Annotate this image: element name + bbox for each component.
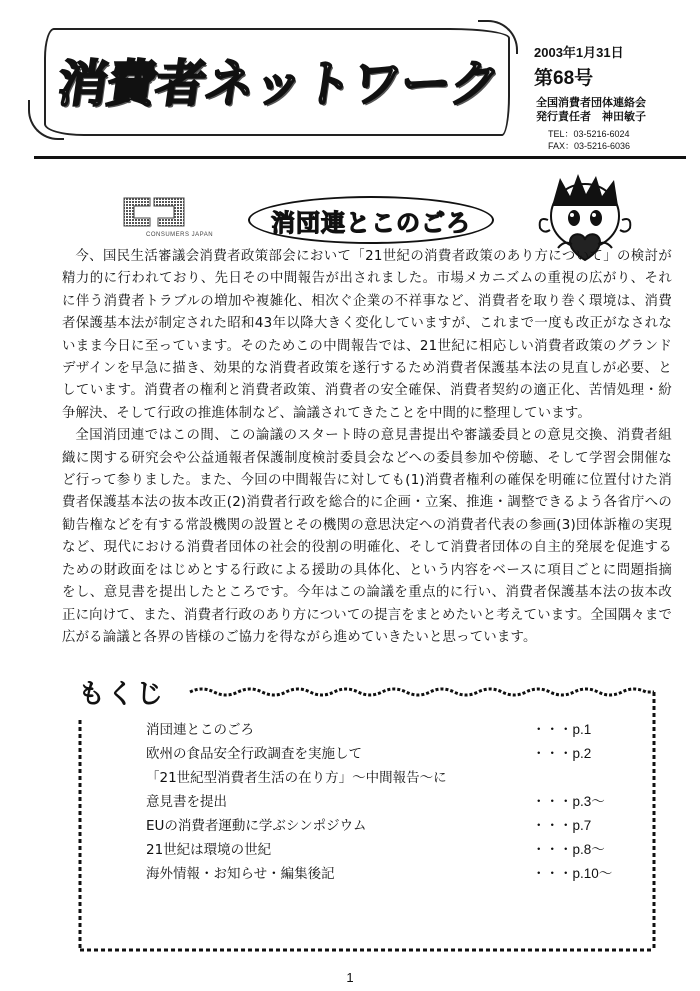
toc-item-page: ・・・p.1 [532,722,592,737]
issue-info [534,42,684,90]
toc-list [146,718,636,886]
toc-item-title: 21世紀は環境の世紀 [146,842,272,858]
toc-item-page: ・・・p.8～ [532,842,605,857]
cj-logo-icon [120,192,190,232]
toc-item[interactable] [146,742,636,766]
organization-name: 全国消費者団体連絡会 [536,97,646,109]
tel-number: TEL：03-5216-6024 [548,129,630,139]
issue-number: 第68号 [534,68,594,89]
toc-item[interactable] [146,814,636,838]
toc-item-title: 欧州の食品安全行政調査を実施して [146,746,362,762]
publisher-block [536,96,686,124]
toc-item[interactable] [146,838,636,862]
toc-item[interactable] [146,862,636,886]
toc-item-page: ・・・p.3～ [532,794,605,809]
toc-item-title: 「21世紀型消費者生活の在り方」～中間報告～に [146,770,447,786]
cj-logo-caption: CONSUMERS JAPAN [146,232,214,238]
toc-item-title: EUの消費者運動に学ぶシンポジウム [146,818,367,834]
toc-item-title: 消団連とこのごろ [146,722,254,738]
toc-item-page: ・・・p.2 [532,746,592,761]
contact-block [548,128,688,152]
article-body [62,246,672,649]
toc-item-title: 海外情報・お知らせ・編集後記 [146,866,335,882]
masthead-banner [44,28,510,136]
article-paragraph: 今、国民生活審議会消費者政策部会において「21世紀の消費者政策のあり方について」の検討が精力的に行われており、先日その中間報告が出されました。市場メカニズムの重視の広がり、それに伴う消費者トラブルの増加や複雑化、相次ぐ企業の不祥事など、消費者を取り巻く環境は、消費者保護基本法が制定された昭和43年以降大きく変化していますが、これまで一度も改正がなされないまま今日に至っています。そのためこの中間報告では、21世紀に相応しい消費者政策のグランドデザインを早急に描き、効果的な消費者政策を遂行するため消費者保護基本法の見直しが必要、としています。消費者の権利と消費者政策、消費者の安全確保、消費者契約の適正化、苦情処理・紛争解決、そして行政の推進体制など、論議されてきたことを中間的に整理しています。 [62,249,672,421]
toc-item-page: ・・・p.10～ [532,866,613,881]
toc-item-page: ・・・p.7 [532,818,592,833]
section-heading: 消団連とこのごろ [248,196,494,244]
toc-item[interactable] [146,790,636,814]
issue-date: 2003年1月31日 [534,45,624,60]
publisher-name: 発行責任者 神田敏子 [536,111,646,123]
toc-item[interactable] [146,718,636,742]
toc-heading: もくじ [78,679,165,710]
toc-item[interactable] [146,766,636,790]
page-number: 1 [346,970,354,985]
fax-number: FAX：03-5216-6036 [548,141,631,151]
newsletter-title: 消費者ネットワーク [53,55,504,113]
toc-item-title: 意見書を提出 [146,794,227,810]
article-paragraph: 全国消団連ではこの間、この論議のスタート時の意見書提出や審議委員との意見交換、消費者組織に関する研究会や公益通報者保護制度検討委員会などへの委員参加や傍聴、そして学習会開催など行って参りました。また、今回の中間報告に対しても(1)消費者権利の確保を明確に位置付けた消費者保護基本法の抜本改正(2)消費者行政を総合的に企画・立案、推進・調整できるよう各省庁への勧告権などを有する常設機関の設置とその機関の意思決定への消費者代表の参画(3)団体訴権の実現など、現代における消費者団体の社会的役割の明確化、そして消費者団体の自主的発展を促進するための財政面をはじめとする行政による援助の具体化、という内容をベースに項目ごとに問題指摘をし、意見書を提出したところです。今年はこの論議を重点的に行い、消費者保護基本法の抜本改正に向けて、また、消費者行政のあり方についての提言をまとめたいと考えています。全国隅々まで広がる論議と各界の皆様のご協力を得ながら進めていきたいと思っています。 [62,428,672,645]
header-divider [34,156,686,159]
